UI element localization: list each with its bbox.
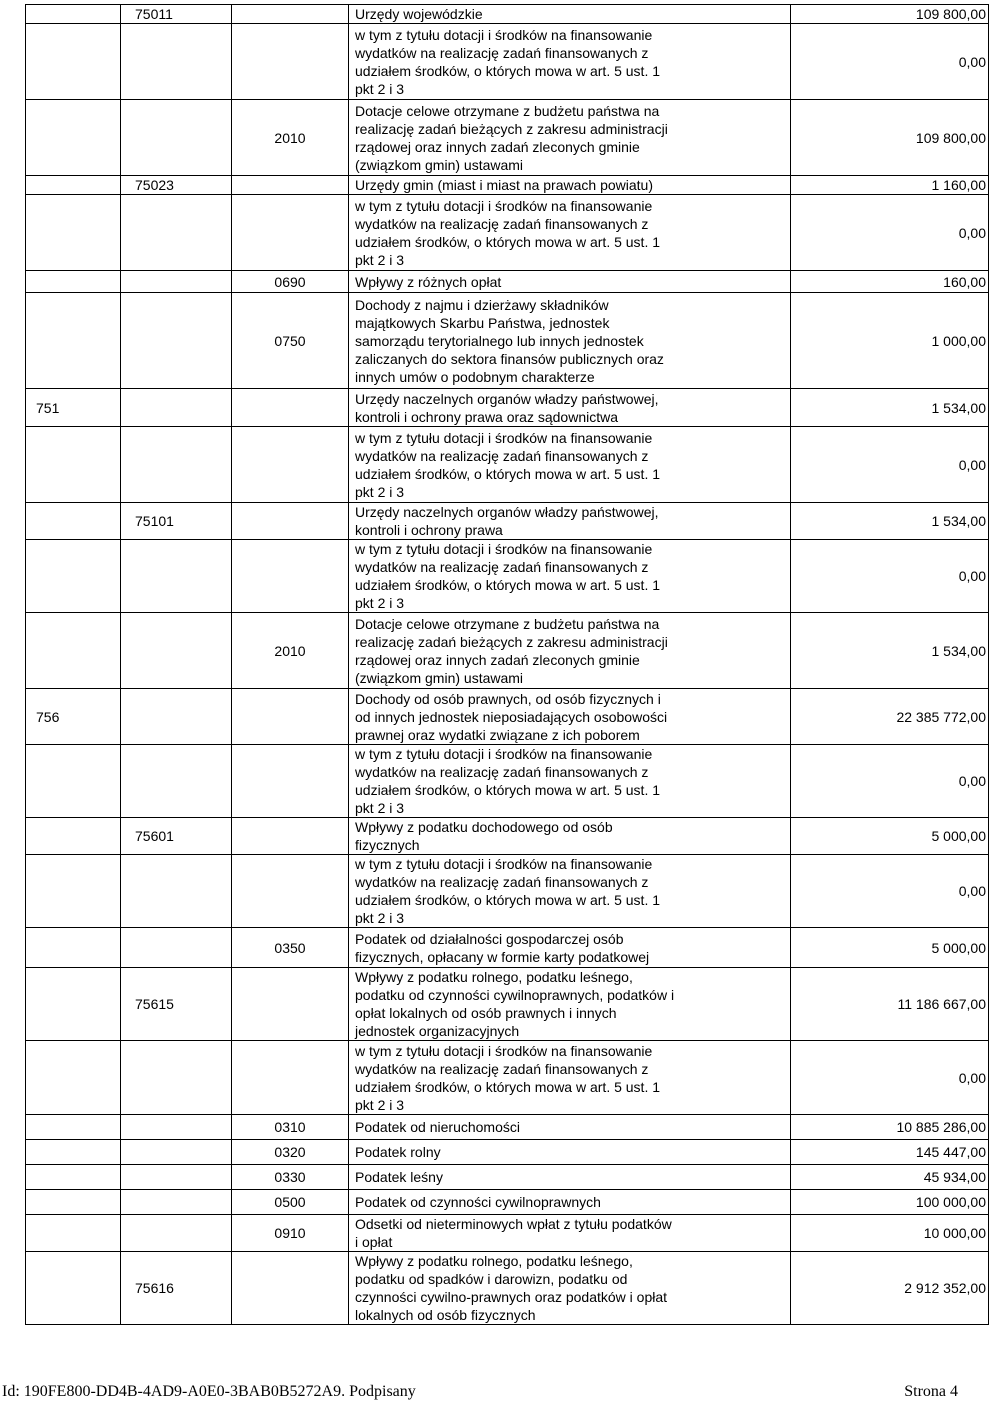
amount-cell	[791, 818, 989, 855]
paragraf-cell	[232, 855, 349, 928]
paragraf-cell	[232, 613, 349, 689]
description-cell-text: w tym z tytułu dotacji i środków na finansowanie wydatków na realizację zadań finansowanych z udziałem środków, o których mowa w art. 5 ust. 1 pkt 2 i 3	[355, 746, 661, 816]
paragraf-cell	[232, 427, 349, 503]
dzial-cell	[26, 613, 121, 689]
description-cell	[349, 1140, 791, 1165]
description-cell-text: Odsetki od nieterminowych wpłat z tytułu podatków i opłat	[355, 1216, 672, 1250]
paragraf-cell	[232, 540, 349, 613]
description-cell-text: w tym z tytułu dotacji i środków na finansowanie wydatków na realizację zadań finansowanych z udziałem środków, o których mowa w art. 5 ust. 1 pkt 2 i 3	[355, 26, 661, 97]
amount-cell-text: 0,00	[958, 224, 986, 241]
amount-cell	[791, 389, 989, 427]
amount-cell-text: 0,00	[958, 1069, 986, 1086]
description-cell	[349, 5, 791, 24]
dzial-cell	[26, 1115, 121, 1140]
amount-cell	[791, 1115, 989, 1140]
description-cell-text: w tym z tytułu dotacji i środków na finansowanie wydatków na realizację zadań finansowanych z udziałem środków, o których mowa w art. 5 ust. 1 pkt 2 i 3	[355, 856, 661, 926]
paragraf-cell-text: 0750	[274, 332, 306, 349]
rozdzial-cell	[121, 100, 232, 176]
amount-cell	[791, 540, 989, 613]
amount-cell	[791, 968, 989, 1041]
amount-cell	[791, 689, 989, 745]
rozdzial-cell	[121, 176, 232, 195]
rozdzial-cell	[121, 5, 232, 24]
description-cell	[349, 540, 791, 613]
amount-cell-text: 1 000,00	[931, 332, 986, 349]
table-row	[26, 855, 989, 928]
rozdzial-cell	[121, 1165, 232, 1190]
paragraf-cell-text: 2010	[274, 129, 306, 146]
amount-cell-text: 5 000,00	[931, 828, 986, 844]
dzial-cell	[26, 1215, 121, 1252]
table-row	[26, 745, 989, 818]
amount-cell	[791, 427, 989, 503]
table-row	[26, 1041, 989, 1115]
rozdzial-cell	[121, 24, 232, 100]
amount-cell-text: 1 534,00	[931, 513, 986, 529]
paragraf-cell	[232, 389, 349, 427]
rozdzial-cell	[121, 689, 232, 745]
amount-cell-text: 0,00	[958, 53, 986, 70]
description-cell-text: Podatek od nieruchomości	[355, 1119, 520, 1135]
rozdzial-cell	[121, 855, 232, 928]
dzial-cell	[26, 689, 121, 745]
paragraf-cell	[232, 818, 349, 855]
page-number: Strona 4	[904, 1383, 958, 1400]
paragraf-cell	[232, 968, 349, 1041]
paragraf-cell	[232, 1252, 349, 1325]
rozdzial-cell	[121, 271, 232, 293]
paragraf-cell	[232, 745, 349, 818]
paragraf-cell	[232, 195, 349, 271]
dzial-cell	[26, 968, 121, 1041]
description-cell	[349, 389, 791, 427]
table-row	[26, 540, 989, 613]
table-row	[26, 968, 989, 1041]
description-cell-text: Podatek rolny	[355, 1144, 441, 1160]
description-cell	[349, 855, 791, 928]
table-row	[26, 389, 989, 427]
rozdzial-cell-text: 75023	[135, 177, 174, 193]
dzial-cell	[26, 24, 121, 100]
amount-cell-text: 22 385 772,00	[896, 708, 986, 725]
amount-cell-text: 2 912 352,00	[904, 1280, 986, 1296]
amount-cell	[791, 855, 989, 928]
budget-table	[25, 4, 989, 1325]
amount-cell-text: 10 000,00	[923, 1225, 986, 1241]
description-cell-text: w tym z tytułu dotacji i środków na finansowanie wydatków na realizację zadań finansowanych z udziałem środków, o których mowa w art. 5 ust. 1 pkt 2 i 3	[355, 1042, 661, 1113]
amount-cell	[791, 1041, 989, 1115]
amount-cell	[791, 503, 989, 540]
description-cell	[349, 745, 791, 818]
rozdzial-cell-text: 75615	[135, 996, 174, 1012]
amount-cell	[791, 745, 989, 818]
document-id: Id: 190FE800-DD4B-4AD9-A0E0-3BAB0B5272A9. Podpisany	[2, 1383, 416, 1400]
paragraf-cell	[232, 1041, 349, 1115]
amount-cell-text: 0,00	[958, 456, 986, 473]
amount-cell	[791, 1165, 989, 1190]
description-cell-text: Podatek leśny	[355, 1169, 443, 1185]
paragraf-cell	[232, 5, 349, 24]
rozdzial-cell	[121, 503, 232, 540]
paragraf-cell	[232, 689, 349, 745]
table-row	[26, 195, 989, 271]
description-cell-text: Dotacje celowe otrzymane z budżetu państwa na realizację zadań bieżących z zakresu administracji rządowej oraz innych zadań zleconych gminie (związkom gmin) ustawami	[355, 102, 668, 173]
description-cell	[349, 503, 791, 540]
table-row	[26, 100, 989, 176]
dzial-cell	[26, 928, 121, 968]
amount-cell-text: 10 885 286,00	[896, 1119, 986, 1135]
description-cell	[349, 1190, 791, 1215]
table-row	[26, 1190, 989, 1215]
amount-cell	[791, 928, 989, 968]
paragraf-cell	[232, 176, 349, 195]
paragraf-cell	[232, 24, 349, 100]
amount-cell	[791, 613, 989, 689]
table-row	[26, 928, 989, 968]
description-cell-text: Dotacje celowe otrzymane z budżetu państwa na realizację zadań bieżących z zakresu administracji rządowej oraz innych zadań zleconych gminie (związkom gmin) ustawami	[355, 615, 668, 686]
dzial-cell	[26, 745, 121, 818]
paragraf-cell	[232, 100, 349, 176]
amount-cell-text: 109 800,00	[915, 6, 986, 22]
dzial-cell	[26, 5, 121, 24]
paragraf-cell	[232, 1140, 349, 1165]
description-cell	[349, 613, 791, 689]
table-row	[26, 818, 989, 855]
description-cell	[349, 100, 791, 176]
description-cell-text: Wpływy z podatku dochodowego od osób fizycznych	[355, 819, 613, 853]
paragraf-cell-text: 0350	[274, 939, 306, 956]
description-cell-text: w tym z tytułu dotacji i środków na finansowanie wydatków na realizację zadań finansowanych z udziałem środków, o których mowa w art. 5 ust. 1 pkt 2 i 3	[355, 429, 661, 500]
description-cell	[349, 818, 791, 855]
rozdzial-cell	[121, 1140, 232, 1165]
amount-cell	[791, 1140, 989, 1165]
table-row	[26, 24, 989, 100]
description-cell	[349, 1115, 791, 1140]
amount-cell-text: 0,00	[958, 773, 986, 789]
amount-cell-text: 45 934,00	[923, 1169, 986, 1185]
dzial-cell	[26, 1140, 121, 1165]
amount-cell	[791, 24, 989, 100]
paragraf-cell	[232, 503, 349, 540]
paragraf-cell-text: 0330	[274, 1169, 306, 1185]
dzial-cell	[26, 503, 121, 540]
description-cell-text: Urzędy gmin (miast i miast na prawach powiatu)	[355, 177, 653, 193]
table-row	[26, 613, 989, 689]
amount-cell-text: 1 160,00	[931, 177, 986, 193]
paragraf-cell-text: 0500	[274, 1194, 306, 1210]
description-cell	[349, 24, 791, 100]
description-cell-text: Urzędy naczelnych organów władzy państwowej, kontroli i ochrony prawa oraz sądownictwa	[355, 390, 659, 425]
description-cell-text: Wpływy z różnych opłat	[355, 273, 502, 290]
paragraf-cell	[232, 1190, 349, 1215]
paragraf-cell-text: 0910	[274, 1225, 306, 1241]
dzial-cell	[26, 176, 121, 195]
rozdzial-cell	[121, 293, 232, 389]
dzial-cell-text: 756	[36, 708, 60, 725]
rozdzial-cell	[121, 745, 232, 818]
table-row	[26, 293, 989, 389]
description-cell-text: Dochody z najmu i dzierżawy składników majątkowych Skarbu Państwa, jednostek samorządu terytorialnego lub innych jednostek zaliczanych do sektora finansów publicznych oraz innych umów o podobnym charakterze	[355, 296, 664, 385]
rozdzial-cell	[121, 427, 232, 503]
rozdzial-cell	[121, 613, 232, 689]
amount-cell	[791, 1252, 989, 1325]
paragraf-cell	[232, 1115, 349, 1140]
rozdzial-cell	[121, 1215, 232, 1252]
table-row	[26, 176, 989, 195]
amount-cell	[791, 176, 989, 195]
dzial-cell	[26, 1165, 121, 1190]
amount-cell-text: 11 186 667,00	[897, 996, 986, 1012]
amount-cell-text: 0,00	[958, 568, 986, 584]
amount-cell-text: 1 534,00	[931, 642, 986, 659]
description-cell-text: Podatek od działalności gospodarczej osób fizycznych, opłacany w formie karty podatkowej	[355, 930, 650, 965]
table-row	[26, 1115, 989, 1140]
dzial-cell	[26, 293, 121, 389]
dzial-cell	[26, 540, 121, 613]
amount-cell	[791, 100, 989, 176]
amount-cell-text: 0,00	[958, 883, 986, 899]
amount-cell	[791, 293, 989, 389]
dzial-cell	[26, 855, 121, 928]
rozdzial-cell-text: 75616	[135, 1280, 174, 1296]
rozdzial-cell-text: 75011	[135, 6, 173, 22]
table-row	[26, 1252, 989, 1325]
table-row	[26, 1215, 989, 1252]
dzial-cell	[26, 1252, 121, 1325]
paragraf-cell	[232, 271, 349, 293]
paragraf-cell	[232, 293, 349, 389]
table-row	[26, 689, 989, 745]
dzial-cell	[26, 389, 121, 427]
paragraf-cell-text: 0690	[274, 273, 306, 290]
paragraf-cell	[232, 928, 349, 968]
paragraf-cell-text: 0310	[274, 1119, 306, 1135]
dzial-cell	[26, 271, 121, 293]
dzial-cell-text: 751	[36, 399, 60, 416]
description-cell	[349, 293, 791, 389]
table-row	[26, 1140, 989, 1165]
amount-cell-text: 100 000,00	[915, 1194, 986, 1210]
description-cell	[349, 1215, 791, 1252]
description-cell-text: Urzędy wojewódzkie	[355, 6, 483, 22]
rozdzial-cell	[121, 1190, 232, 1215]
description-cell	[349, 1252, 791, 1325]
page-footer	[0, 1383, 960, 1403]
table-row	[26, 5, 989, 24]
table-row	[26, 427, 989, 503]
budget-table-body	[26, 5, 989, 1325]
description-cell	[349, 176, 791, 195]
amount-cell	[791, 271, 989, 293]
description-cell-text: Urzędy naczelnych organów władzy państwowej, kontroli i ochrony prawa	[355, 504, 659, 538]
paragraf-cell	[232, 1215, 349, 1252]
description-cell-text: w tym z tytułu dotacji i środków na finansowanie wydatków na realizację zadań finansowanych z udziałem środków, o których mowa w art. 5 ust. 1 pkt 2 i 3	[355, 197, 661, 268]
description-cell-text: Dochody od osób prawnych, od osób fizycznych i od innych jednostek nieposiadających osobowości prawnej oraz wydatki związane z ich poborem	[355, 690, 668, 743]
amount-cell	[791, 5, 989, 24]
dzial-cell	[26, 818, 121, 855]
amount-cell	[791, 195, 989, 271]
dzial-cell	[26, 1041, 121, 1115]
paragraf-cell	[232, 1165, 349, 1190]
amount-cell-text: 1 534,00	[931, 399, 986, 416]
description-cell-text: Wpływy z podatku rolnego, podatku leśnego, podatku od spadków i darowizn, podatku od czynności cywilno-prawnych oraz podatków i opłat lokalnych od osób fizycznych	[355, 1253, 668, 1323]
amount-cell	[791, 1190, 989, 1215]
amount-cell-text: 109 800,00	[915, 129, 986, 146]
rozdzial-cell	[121, 1041, 232, 1115]
dzial-cell	[26, 427, 121, 503]
rozdzial-cell-text: 75601	[135, 828, 174, 844]
rozdzial-cell	[121, 1115, 232, 1140]
rozdzial-cell	[121, 968, 232, 1041]
rozdzial-cell	[121, 195, 232, 271]
rozdzial-cell	[121, 928, 232, 968]
rozdzial-cell-text: 75101	[135, 513, 174, 529]
dzial-cell	[26, 100, 121, 176]
dzial-cell	[26, 1190, 121, 1215]
amount-cell-text: 5 000,00	[931, 939, 986, 956]
description-cell	[349, 1165, 791, 1190]
description-cell-text: Podatek od czynności cywilnoprawnych	[355, 1194, 601, 1210]
description-cell	[349, 427, 791, 503]
rozdzial-cell	[121, 818, 232, 855]
description-cell	[349, 689, 791, 745]
amount-cell-text: 160,00	[943, 273, 986, 290]
description-cell	[349, 1041, 791, 1115]
description-cell	[349, 928, 791, 968]
rozdzial-cell	[121, 1252, 232, 1325]
description-cell	[349, 271, 791, 293]
dzial-cell	[26, 195, 121, 271]
rozdzial-cell	[121, 389, 232, 427]
table-row	[26, 271, 989, 293]
amount-cell-text: 145 447,00	[915, 1144, 986, 1160]
paragraf-cell-text: 2010	[274, 642, 306, 659]
description-cell-text: Wpływy z podatku rolnego, podatku leśnego, podatku od czynności cywilnoprawnych, podatków i opłat lokalnych od osób prawnych i innych jednostek organizacyjnych	[355, 969, 675, 1039]
description-cell	[349, 968, 791, 1041]
table-row	[26, 1165, 989, 1190]
table-row	[26, 503, 989, 540]
amount-cell	[791, 1215, 989, 1252]
paragraf-cell-text: 0320	[274, 1144, 306, 1160]
description-cell-text: w tym z tytułu dotacji i środków na finansowanie wydatków na realizację zadań finansowanych z udziałem środków, o których mowa w art. 5 ust. 1 pkt 2 i 3	[355, 541, 661, 611]
rozdzial-cell	[121, 540, 232, 613]
description-cell	[349, 195, 791, 271]
